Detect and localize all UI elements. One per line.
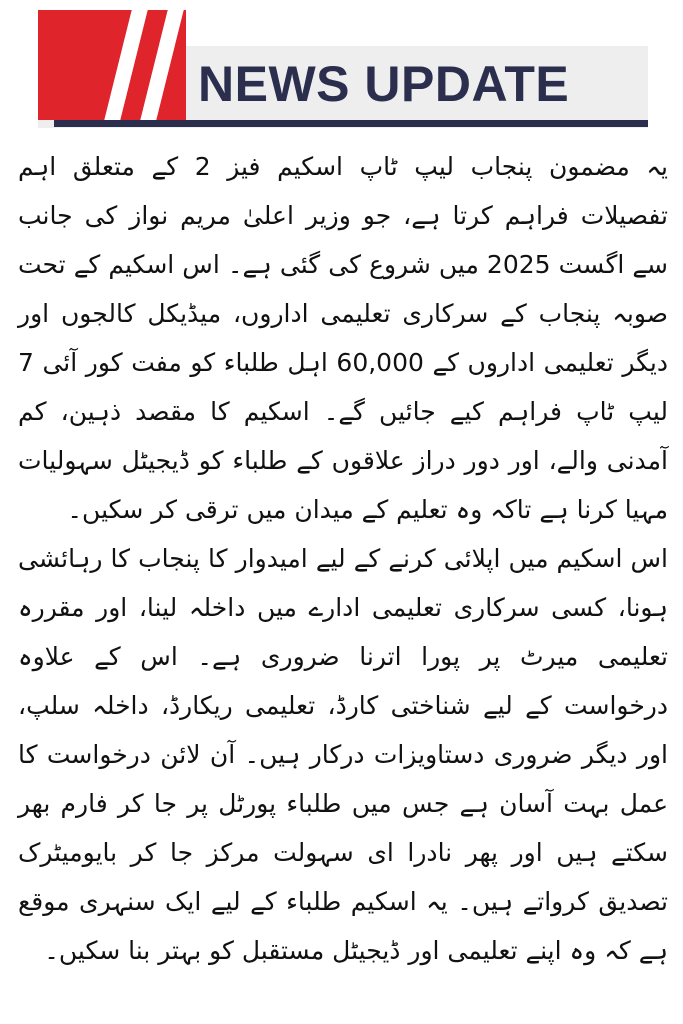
accent-stripe [104,10,147,120]
article-body [18,142,668,1014]
accent-stripe [140,10,183,120]
page-title: NEWS UPDATE [198,56,570,112]
news-update-banner [38,10,648,128]
red-accent-block [38,10,186,120]
article-paragraph: اس اسکیم میں اپلائی کرنے کے لیے امیدوار کا پنجاب کا رہائشی ہونا، کسی سرکاری تعلیمی ادارے میں داخلہ لینا، اور مقررہ تعلیمی میرٹ پر پورا اترنا ضروری ہے۔ اس کے علاوہ درخواست کے لیے شناختی کارڈ، تعلیمی ریکارڈ، داخلہ سلپ، اور دیگر ضروری دستاویزات درکار ہیں۔ آن لائن درخواست کا عمل بہت آسان ہے جس میں طلباء پورٹل پر جا کر فارم بھر سکتے ہیں اور پھر نادرا ای سہولت مرکز جا کر بایومیٹرک تصدیق کرواتے ہیں۔ یہ اسکیم طلباء کے لیے ایک سنہری موقع ہے کہ وہ اپنے تعلیمی اور ڈیجیٹل مستقبل کو بہتر بنا سکیں۔ [18,544,668,965]
article-paragraph: یہ مضمون پنجاب لیپ ٹاپ اسکیم فیز 2 کے متعلق اہم تفصیلات فراہم کرتا ہے، جو وزیر اعلیٰ مریم نواز کی جانب سے اگست 2025 میں شروع کی گئی ہے۔ اس اسکیم کے تحت صوبہ پنجاب کے سرکاری تعلیمی اداروں، میڈیکل کالجوں اور دیگر تعلیمی اداروں کے 60,000 اہل طلباء کو مفت کور آئی 7 لیپ ٹاپ فراہم کیے جائیں گے۔ اسکیم کا مقصد ذہین، کم آمدنی والے، اور دور دراز علاقوں کے طلباء کو ڈیجیٹل سہولیات مہیا کرنا ہے تاکہ وہ تعلیم کے میدان میں ترقی کر سکیں۔ [18,152,669,524]
title-underline [54,120,648,127]
